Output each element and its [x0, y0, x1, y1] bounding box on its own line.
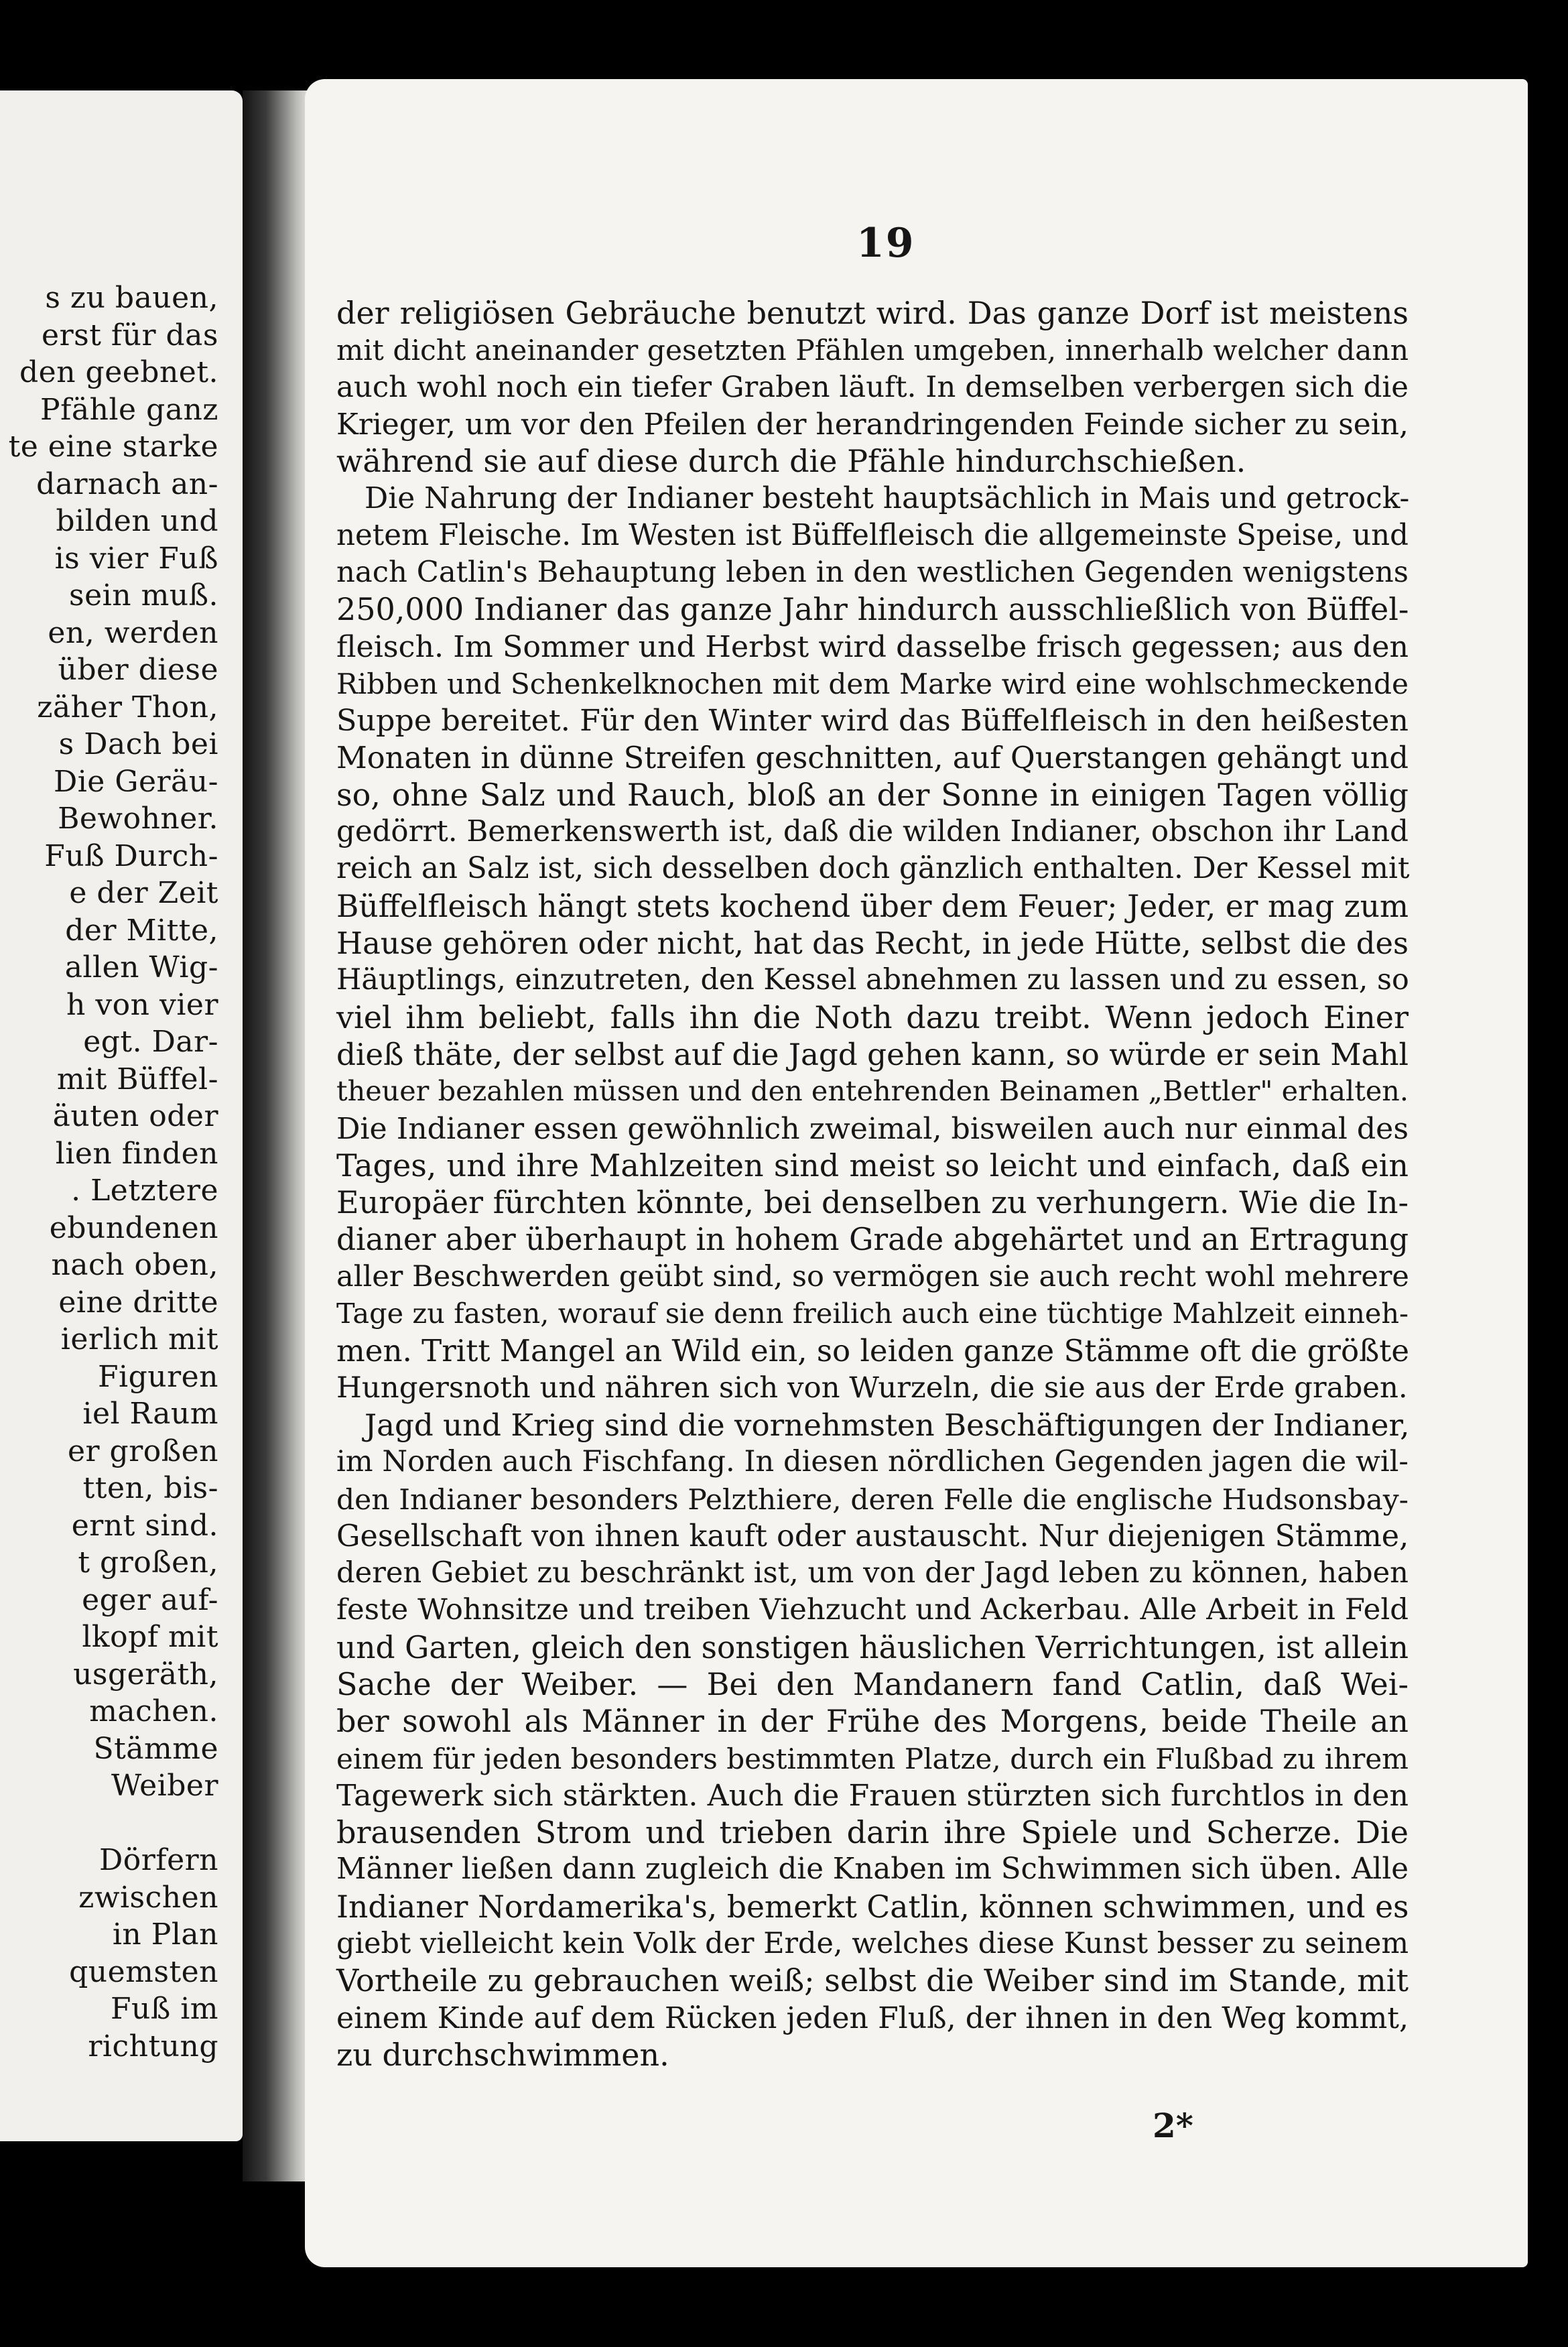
left-page-line: Fuß im: [110, 1992, 218, 2026]
text-line: so, ohne Salz und Rauch, bloß an der Sonne in einigen Tagen völlig: [336, 776, 1409, 813]
text-line: Hungersnoth und nähren sich von Wurzeln, die sie aus der Erde graben.: [336, 1371, 1408, 1405]
text-line: dieß thäte, der selbst auf die Jagd gehen kann, so würde er sein Mahl: [336, 1036, 1409, 1072]
text-line: der religiösen Gebräuche benutzt wird. Das ganze Dorf ist meistens: [336, 295, 1409, 331]
left-page-line: sein muß.: [69, 578, 218, 613]
page-number: 19: [856, 220, 915, 267]
text-line: aller Beschwerden geübt sind, so vermögen sie auch recht wohl mehrere: [336, 1259, 1409, 1293]
text-line: auch wohl noch ein tiefer Graben läuft. In demselben verbergen sich die: [336, 370, 1409, 404]
left-page-line: usgeräth,: [73, 1657, 218, 1692]
left-page-line: ebundenen: [49, 1210, 218, 1245]
left-page-line: allen Wig-: [64, 950, 218, 985]
left-page-line: Stämme: [93, 1731, 218, 1766]
text-line: und Garten, gleich den sonstigen häuslichen Verrichtungen, ist allein: [336, 1629, 1409, 1665]
left-page-line: machen.: [89, 1694, 218, 1728]
text-line: feste Wohnsitze und treiben Viehzucht und Ackerbau. Alle Arbeit in Feld: [336, 1593, 1409, 1627]
book-gutter: [243, 90, 310, 2181]
text-line: Gesellschaft von ihnen kauft oder austauscht. Nur diejenigen Stämme,: [336, 1519, 1409, 1553]
text-line: während sie auf diese durch die Pfähle hindurchschießen.: [336, 443, 1246, 480]
text-line: Tage zu fasten, worauf sie denn freilich auch eine tüchtige Mahlzeit einneh-: [336, 1297, 1409, 1330]
text-line: Tagewerk sich stärkten. Auch die Frauen stürzten sich furchtlos in den: [336, 1778, 1409, 1813]
text-line: Tages, und ihre Mahlzeiten sind meist so leicht und einfach, daß ein: [336, 1147, 1409, 1184]
left-page-line: [0, 1805, 218, 1842]
left-page-line: s zu bauen,: [45, 281, 218, 315]
left-page-line: der Mitte,: [65, 913, 218, 948]
text-line: theuer bezahlen müssen und den entehrenden Beinamen „Bettler" erhalten.: [336, 1075, 1409, 1108]
text-line: einem Kinde auf dem Rücken jeden Fluß, der ihnen in den Weg kommt,: [336, 2001, 1409, 2035]
text-line: Männer ließen dann zugleich die Knaben im Schwimmen sich üben. Alle: [336, 1852, 1409, 1887]
text-line: deren Gebiet zu beschränkt ist, um von der Jagd leben zu können, haben: [336, 1556, 1409, 1590]
left-page-line: Fuß Durch-: [44, 838, 218, 873]
left-page-line: in Plan: [112, 1917, 218, 1952]
text-line: Die Indianer essen gewöhnlich zweimal, bisweilen auch nur einmal des: [336, 1111, 1409, 1146]
left-page-line: lien finden: [55, 1136, 218, 1171]
text-line: den Indianer besonders Pelzthiere, deren Felle die englische Hudsonsbay-: [336, 1482, 1409, 1516]
left-page-line: quemsten: [69, 1954, 218, 1989]
left-page-line: egt. Dar-: [83, 1025, 218, 1059]
left-page: [0, 90, 243, 2141]
left-page-line: eger auf-: [82, 1582, 218, 1617]
left-page-line: te eine starke: [8, 430, 218, 464]
text-line: Jagd und Krieg sind die vornehmsten Beschäftigungen der Indianer,: [365, 1407, 1410, 1443]
signature-mark: 2*: [1153, 2106, 1193, 2145]
text-line: Europäer fürchten könnte, bei denselben zu verhungern. Wie die In-: [336, 1184, 1409, 1221]
left-page-line: den geebnet.: [19, 355, 218, 389]
left-page-line: darnach an-: [36, 466, 218, 501]
left-page-line: ernt sind.: [71, 1508, 218, 1543]
left-page-line: s Dach bei: [58, 727, 218, 761]
left-page-line: Bewohner.: [58, 802, 218, 836]
left-page-line: iel Raum: [82, 1397, 218, 1431]
text-line: brausenden Strom und trieben darin ihre Spiele und Scherze. Die: [336, 1814, 1409, 1851]
text-line: Häuptlings, einzutreten, den Kessel abnehmen zu lassen und zu essen, so: [336, 963, 1409, 997]
text-line: Indianer Nordamerika's, bemerkt Catlin, können schwimmen, und es: [336, 1889, 1409, 1925]
text-line: Büffelfleisch hängt stets kochend über dem Feuer; Jeder, er mag zum: [336, 888, 1409, 924]
left-page-text: [0, 279, 218, 2065]
text-line: Hause gehören oder nicht, hat das Recht, in jede Hütte, selbst die des: [336, 926, 1409, 962]
left-page-line: eine dritte: [58, 1285, 218, 1320]
text-line: Vortheile zu gebrauchen weiß; selbst die Weiber sind im Stande, mit: [336, 1962, 1409, 1999]
text-line: nach Catlin's Behauptung leben in den westlichen Gegenden wenigstens: [336, 556, 1409, 590]
left-page-line: zwischen: [78, 1880, 218, 1915]
left-page-line: mit Büffel-: [56, 1062, 218, 1096]
text-line: mit dicht aneinander gesetzten Pfählen umgeben, innerhalb welcher dann: [336, 334, 1409, 367]
left-page-line: e der Zeit: [69, 876, 218, 910]
left-page-line: tten, bis-: [82, 1471, 218, 1505]
left-page-line: erst für das: [42, 318, 218, 353]
left-page-line: Pfähle ganz: [40, 392, 218, 427]
text-line: gedörrt. Bemerkenswerth ist, daß die wilden Indianer, obschon ihr Land: [336, 815, 1409, 849]
left-page-line: er großen: [67, 1434, 218, 1468]
left-page-line: nach oben,: [51, 1248, 218, 1282]
left-page-line: t großen,: [78, 1545, 218, 1580]
left-page-line: zäher Thon,: [37, 690, 218, 724]
left-page-line: Dörfern: [99, 1843, 218, 1877]
left-page-line: äuten oder: [52, 1099, 218, 1133]
text-line: Ribben und Schenkelknochen mit dem Marke wird eine wohlschmeckende: [336, 667, 1409, 700]
text-line: viel ihm beliebt, falls ihn die Noth dazu treibt. Wenn jedoch Einer: [336, 999, 1409, 1035]
text-line: giebt vielleicht kein Volk der Erde, welches diese Kunst besser zu seinem: [336, 1927, 1409, 1961]
left-page-line: is vier Fuß: [54, 541, 218, 576]
body-text: [336, 295, 1409, 2074]
left-page-line: en, werden: [48, 615, 218, 650]
text-line: dianer aber überhaupt in hohem Grade abgehärtet und an Ertragung: [336, 1222, 1409, 1258]
text-line: netem Fleische. Im Westen ist Büffelfleisch die allgemeinste Speise, und: [336, 518, 1409, 552]
text-line: im Norden auch Fischfang. In diesen nördlichen Gegenden jagen die wil-: [336, 1445, 1409, 1479]
text-line: reich an Salz ist, sich desselben doch gänzlich enthalten. Der Kessel mit: [336, 852, 1410, 886]
left-page-line: Die Geräu-: [53, 764, 218, 799]
text-line: einem für jeden besonders bestimmten Platze, durch ein Flußbad zu ihrem: [336, 1742, 1409, 1775]
text-line: ber sowohl als Männer in der Frühe des Morgens, beide Theile an: [336, 1703, 1409, 1740]
left-page-line: Weiber: [111, 1769, 218, 1803]
text-line: fleisch. Im Sommer und Herbst wird dasselbe frisch gegessen; aus den: [336, 629, 1409, 664]
text-line: zu durchschwimmen.: [336, 2036, 669, 2073]
text-line: men. Tritt Mangel an Wild ein, so leiden ganze Stämme oft die größte: [336, 1333, 1410, 1369]
left-page-line: h von vier: [66, 987, 218, 1022]
left-page-line: lkopf mit: [82, 1620, 218, 1654]
left-page-line: . Letztere: [71, 1174, 218, 1208]
left-page-line: Figuren: [97, 1359, 218, 1394]
left-page-line: bilden und: [56, 504, 218, 538]
text-line: Sache der Weiber. — Bei den Mandanern fand Catlin, daß Wei-: [336, 1665, 1409, 1702]
text-line: Suppe bereitet. Für den Winter wird das Büffelfleisch in den heißesten: [336, 704, 1409, 739]
text-line: 250,000 Indianer das ganze Jahr hindurch ausschließlich von Büffel-: [336, 591, 1409, 628]
left-page-line: richtung: [88, 2029, 218, 2064]
left-page-line: ierlich mit: [60, 1322, 218, 1356]
left-page-line: über diese: [58, 653, 218, 687]
text-line: Die Nahrung der Indianer besteht hauptsächlich in Mais und getrock-: [365, 481, 1410, 516]
text-line: Krieger, um vor den Pfeilen der herandringenden Feinde sicher zu sein,: [336, 407, 1409, 442]
text-line: Monaten in dünne Streifen geschnitten, auf Querstangen gehängt und: [336, 740, 1409, 775]
